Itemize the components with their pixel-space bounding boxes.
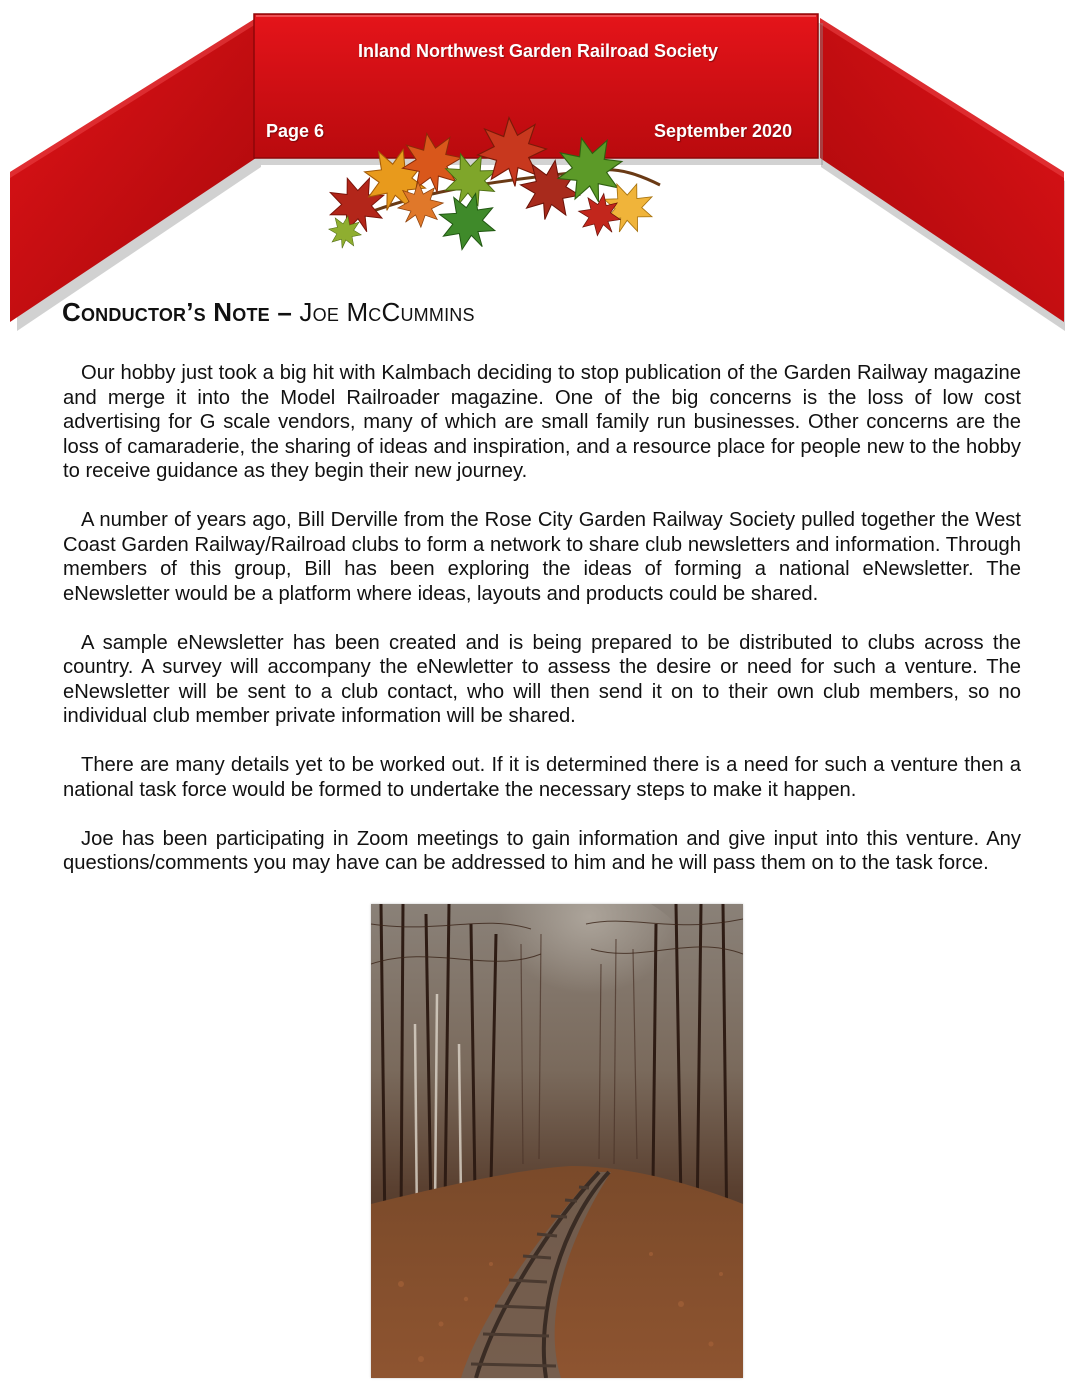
paragraph: There are many details yet to be worked out. If it is determined there is a need for such a venture then a national task force would be formed to undertake the necessary steps to make it happen. [63, 754, 1021, 801]
page-number: Page 6 [266, 121, 325, 141]
article-author: Joe McCummins [299, 297, 475, 327]
heading-separator: – [277, 297, 292, 327]
issue-date: September 2020 [654, 121, 793, 141]
railroad-track-photo [371, 904, 743, 1378]
paragraph: Joe has been participating in Zoom meetings to gain information and give input into this venture. Any questions/comments you may have can be addressed to him and he will pass them on to the task force. [63, 827, 1021, 874]
article-title: Conductor’s Note [62, 297, 270, 327]
paragraph: Our hobby just took a big hit with Kalmbach deciding to stop publication of the Garden Railway magazine and merge it into the Model Railroader magazine. One of the big concerns is the loss of low cost advertising for G scale vendors, many of which are small family run businesses. Other concerns are the loss of camaraderie, the sharing of ideas and inspiration, and a resource place for people new to the hobby to receive guidance as they begin their new journey. [63, 362, 1021, 482]
banner-right-wing [820, 18, 1064, 322]
article-heading [62, 297, 475, 328]
paragraph: A sample eNewsletter has been created and is being prepared to be distributed to clubs across the country. A survey will accompany the eNewletter to assess the desire or need for such a venture. The eNewsletter will be sent to a club contact, who will then send it on to their own club members, so no individual club member private information will be shared. [63, 631, 1021, 727]
article-body [63, 361, 1021, 900]
society-name: Inland Northwest Garden Railroad Society [357, 41, 719, 61]
banner-left-wing [10, 18, 256, 322]
paragraph: A number of years ago, Bill Derville from the Rose City Garden Railway Society pulled together the West Coast Garden Railway/Railroad clubs to form a network to share club newsletters and information. Through members of this group, Bill has been exploring the ideas of forming a national eNewsletter. The eNewsletter would be a platform where ideas, layouts and products could be shared. [63, 509, 1021, 605]
